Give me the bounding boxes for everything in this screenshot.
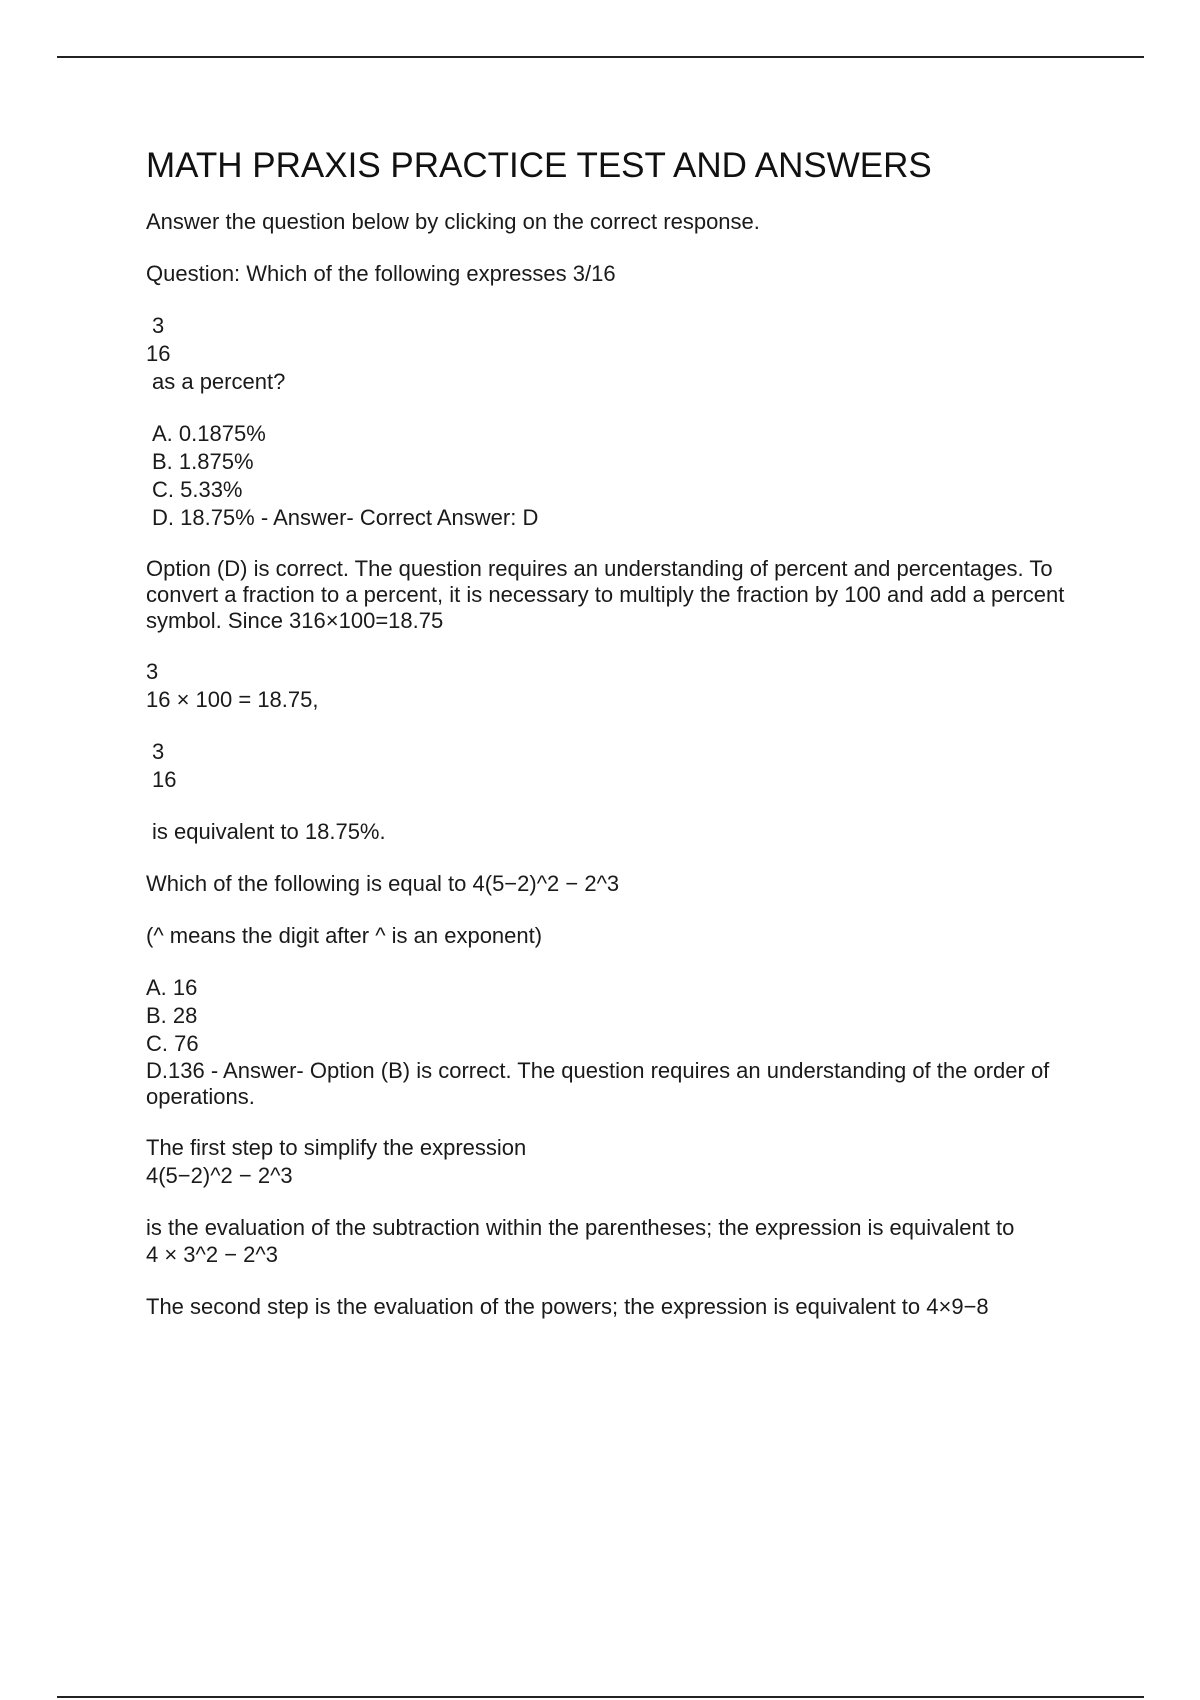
q1-fraction2-denominator: 16	[152, 767, 177, 792]
q2-step1-text: is the evaluation of the subtraction within the parentheses; the expression is equivalent to	[146, 1215, 1015, 1240]
q1-option-a[interactable]: A. 0.1875%	[152, 421, 266, 446]
q1-question: Question: Which of the following expresses 3/16	[146, 261, 616, 286]
q2-step1-result: 4 × 3^2 − 2^3	[146, 1242, 278, 1267]
footer-rule	[57, 1696, 1144, 1698]
q1-option-c[interactable]: C. 5.33%	[152, 477, 243, 502]
q2-answer[interactable]: D.136 - Answer- Option (B) is correct. The question requires an understanding of the order of operations.	[146, 1058, 1056, 1109]
q2-option-a[interactable]: A. 16	[146, 975, 198, 1000]
q1-calc-line: 16 × 100 = 18.75,	[146, 687, 319, 712]
document-title: MATH PRAXIS PRACTICE TEST AND ANSWERS	[146, 146, 932, 185]
q1-fraction-numerator: 3	[152, 313, 165, 338]
q1-fraction2-numerator: 3	[152, 739, 165, 764]
q2-option-b[interactable]: B. 28	[146, 1003, 198, 1028]
q1-explanation: Option (D) is correct. The question requires an understanding of percent and percentages. To convert a fraction to a percent, it is necessary to multiply the fraction by 100 and add a percent symbol. Since 316×100=18.75	[146, 556, 1071, 633]
instruction-text: Answer the question below by clicking on the correct response.	[146, 209, 760, 234]
q2-option-c[interactable]: C. 76	[146, 1031, 199, 1056]
document-body	[146, 144, 1096, 1321]
q1-option-b[interactable]: B. 1.875%	[152, 449, 254, 474]
q1-fraction-denominator: 16	[146, 341, 171, 366]
q2-step1-intro: The first step to simplify the expression	[146, 1135, 527, 1160]
q2-note: (^ means the digit after ^ is an exponent)	[146, 923, 543, 948]
q1-option-d[interactable]: D. 18.75% - Answer- Correct Answer: D	[152, 505, 539, 530]
q1-suffix: as a percent?	[152, 369, 286, 394]
q1-conclusion: is equivalent to 18.75%.	[152, 819, 386, 844]
q2-step2-text: The second step is the evaluation of the powers; the expression is equivalent to 4×9−8	[146, 1294, 989, 1319]
q1-calc-numerator: 3	[146, 659, 159, 684]
header-rule	[57, 56, 1144, 58]
q2-step1-expression: 4(5−2)^2 − 2^3	[146, 1163, 293, 1188]
q2-question: Which of the following is equal to 4(5−2)^2 − 2^3	[146, 871, 620, 896]
